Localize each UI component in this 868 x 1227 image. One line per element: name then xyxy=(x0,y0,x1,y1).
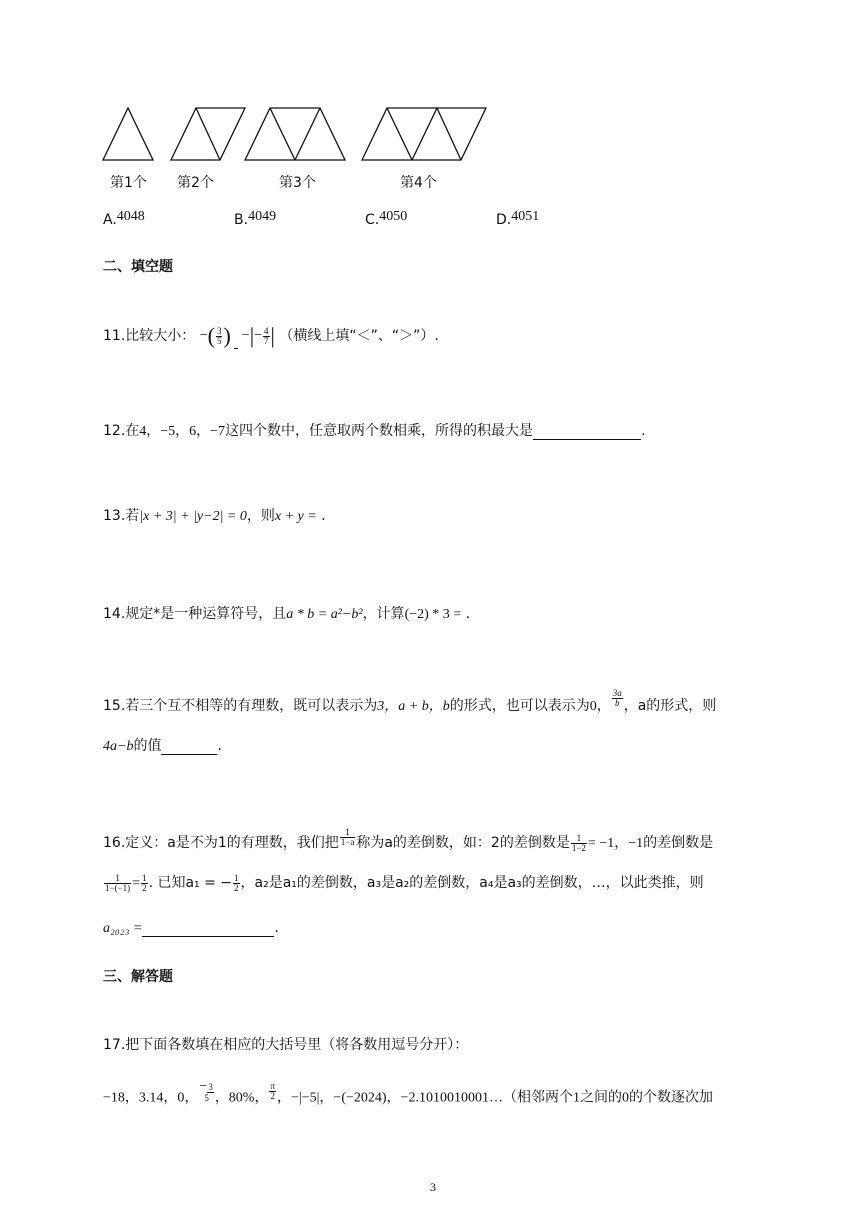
number-list: 4，−5，6，−7 xyxy=(139,424,226,439)
question-text: 规定*是一种运算符号，且 xyxy=(125,606,287,622)
number-set: 3，a + b，b xyxy=(377,699,450,714)
fraction xyxy=(233,874,240,893)
triangle-pattern-figure xyxy=(95,100,495,166)
question-text: 把下面各数填在相应的大括号里（将各数用逗号分开）： xyxy=(125,1037,469,1053)
question-16-line-2 xyxy=(103,872,704,893)
fraction-numerator: π xyxy=(270,1081,276,1091)
fraction xyxy=(104,874,131,893)
fraction-denominator: 5 xyxy=(204,1093,209,1103)
option-letter: C. xyxy=(365,212,380,228)
fraction-numerator: 1 xyxy=(142,872,147,883)
section-heading-fill-blank: 二、填空题 xyxy=(103,259,173,275)
fraction-denominator: 1−2 xyxy=(571,842,586,853)
fraction-denominator: 1−(−1) xyxy=(105,882,131,893)
option-value: 4048 xyxy=(116,209,145,224)
fraction-numerator: 3a xyxy=(612,687,622,698)
question-13 xyxy=(103,505,326,525)
question-16-line-3 xyxy=(103,920,279,937)
question-number: 13. xyxy=(103,508,126,524)
page-number: 3 xyxy=(430,1180,436,1194)
fraction xyxy=(269,1082,276,1101)
expression: 4a−b xyxy=(103,739,134,754)
triangle-figure-3 xyxy=(245,108,345,160)
fraction-numerator: 1 xyxy=(340,828,356,838)
fraction-numerator: 1 xyxy=(234,872,239,883)
option-letter: B. xyxy=(234,212,249,228)
fraction-numerator: 1 xyxy=(104,874,131,884)
period: . xyxy=(274,920,279,936)
period: . xyxy=(465,606,471,622)
question-number: 11. xyxy=(103,328,126,344)
number-list: ，80%， xyxy=(214,1090,269,1106)
fraction-denominator: b xyxy=(614,697,620,708)
question-text: . 已知a₁ = − xyxy=(148,875,233,891)
fraction-denominator: 1−a xyxy=(340,836,355,847)
option-a[interactable] xyxy=(103,209,145,229)
fraction-denominator: 2 xyxy=(142,882,147,893)
fraction-numerator: 1 xyxy=(571,834,587,844)
question-12 xyxy=(103,420,646,440)
zero-value: 0， xyxy=(589,699,611,714)
answer-blank[interactable] xyxy=(142,922,274,937)
fraction-numerator: 4 xyxy=(264,325,269,336)
option-b[interactable] xyxy=(234,209,277,229)
equation: (−2) * 3 = xyxy=(404,607,462,622)
question-text: 若 xyxy=(125,508,140,524)
fraction-denominator: 2 xyxy=(234,882,239,893)
question-text: 比较大小： xyxy=(125,328,196,344)
figure-label-3: 第3个 xyxy=(279,175,316,191)
question-text: 的形式，也可以表示为 xyxy=(449,698,590,714)
period: . xyxy=(217,738,222,754)
question-text: ，计算 xyxy=(362,606,405,622)
triangle-figure-1 xyxy=(103,108,153,160)
question-text: 的值 xyxy=(133,738,162,754)
question-text: = −1，−1的差倒数是 xyxy=(587,836,714,851)
answer-blank[interactable] xyxy=(161,740,217,755)
question-text: 称为a的差倒数，如：2的差倒数是 xyxy=(356,835,570,851)
compare-expression: −( $\frac{3}{5}$ ) −|− $\frac{4}{7}$ | xyxy=(199,323,275,348)
fraction-numerator: 3 xyxy=(208,1082,213,1092)
fraction-denominator: 5 xyxy=(216,335,222,346)
equation: x + y = xyxy=(274,509,317,524)
number-list: ，−|−5|，−(−2024)，−2.1010010001…（相邻两个1之间的0的个数逐次加 xyxy=(277,1090,713,1106)
question-text: 若三个互不相等的有理数，既可以表示为 xyxy=(125,698,378,714)
question-14 xyxy=(103,603,470,623)
question-15-line-1 xyxy=(103,687,717,716)
figure-label-2: 第2个 xyxy=(177,175,214,191)
fraction xyxy=(141,874,148,893)
question-16-line-1 xyxy=(103,826,714,853)
equals: = xyxy=(132,876,141,891)
answer-blank[interactable] xyxy=(533,425,641,440)
section-heading-answer: 三、解答题 xyxy=(103,969,173,985)
question-text: ，a的形式，则 xyxy=(623,698,717,714)
question-17 xyxy=(103,1034,468,1054)
question-number: 14. xyxy=(103,606,126,622)
fraction-denominator: 7 xyxy=(264,335,269,346)
option-c[interactable] xyxy=(365,209,408,229)
question-number: 15. xyxy=(103,698,126,714)
fraction xyxy=(612,689,623,708)
question-number: 16. xyxy=(103,835,126,851)
question-text: ，a₂是a₁的差倒数，a₃是a₂的差倒数，a₄是a₃的差倒数，…，以此类推，则 xyxy=(240,875,704,891)
question-text: 定义： xyxy=(125,835,168,851)
question-number: 12. xyxy=(103,423,126,439)
equation: |x + 3| + |y−2| = 0 xyxy=(139,509,247,524)
question-hint: （横线上填“＜”、“＞”）. xyxy=(279,328,439,344)
question-text: 在 xyxy=(125,423,140,439)
number-list: −18，3.14，0， xyxy=(103,1090,199,1106)
option-d[interactable] xyxy=(496,209,540,229)
sequence-term: a₂₀₂₃ = xyxy=(103,921,143,936)
option-value: 4050 xyxy=(379,209,408,224)
question-17-number-list xyxy=(103,1079,713,1109)
question-text: a是不为1的有理数，我们把 xyxy=(167,835,339,851)
operation-definition: a * b = a²−b² xyxy=(286,607,363,622)
question-text: 这四个数中，任意取两个数相乘，所得的积最大是 xyxy=(225,423,534,439)
fraction xyxy=(571,834,587,853)
question-number: 17. xyxy=(103,1037,126,1053)
question-11 xyxy=(103,323,439,349)
option-letter: D. xyxy=(496,212,512,228)
answer-blank[interactable] xyxy=(234,348,238,349)
fraction xyxy=(340,828,356,847)
figure-label-1: 第1个 xyxy=(110,175,147,191)
option-value: 4049 xyxy=(248,209,277,224)
period: . xyxy=(641,423,646,439)
question-text: ，则 xyxy=(246,508,275,524)
fraction-numerator: 3 xyxy=(216,325,222,336)
option-value: 4051 xyxy=(511,209,540,224)
figure-label-4: 第4个 xyxy=(400,175,437,191)
fraction: −3 5 xyxy=(199,1079,213,1103)
period: . xyxy=(321,508,326,524)
question-15-line-2 xyxy=(103,735,222,755)
fraction-denominator: 2 xyxy=(270,1091,275,1101)
option-letter: A. xyxy=(103,212,117,228)
